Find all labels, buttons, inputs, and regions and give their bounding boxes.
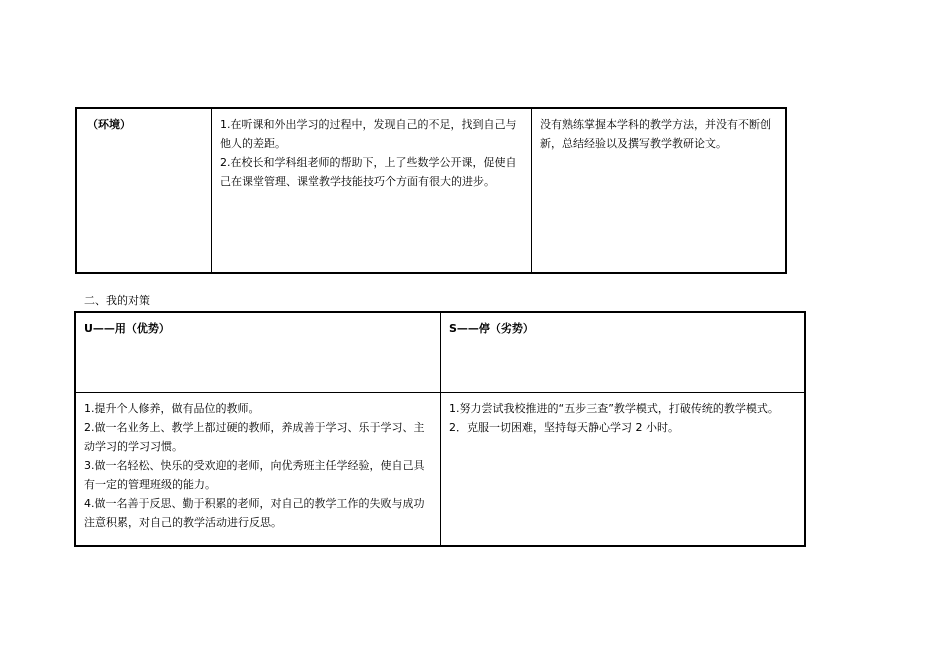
strengths-environment-cell [212,109,532,272]
strategy-header-row [76,313,804,393]
environment-label: （环境） [87,118,131,131]
section-title: 二、我的对策 [84,294,150,307]
advantage-list-cell [76,393,441,545]
advantage-item: 3.做一名轻松、快乐的受欢迎的老师，向优秀班主任学经验，使自己具有一定的管理班级的能力。 [84,459,425,491]
advantage-header-cell [76,313,441,392]
environment-label-cell [77,109,212,272]
environment-table [75,107,787,274]
strategy-table [74,311,806,547]
environment-item: 1.在听课和外出学习的过程中，发现自己的不足，找到自己与他人的差距。 [220,118,517,150]
disadvantage-list-cell [441,393,804,545]
disadvantage-header-cell [441,313,804,392]
disadvantage-item: 1.努力尝试我校推进的“五步三查”教学模式，打破传统的教学模式。 [449,402,779,415]
weakness-text: 没有熟练掌握本学科的教学方法，并没有不断创新，总结经验以及撰写教学教研论文。 [540,118,771,150]
disadvantage-header: S——停（劣势） [449,322,534,335]
advantage-item: 1.提升个人修养，做有品位的教师。 [84,402,260,415]
advantage-item: 2.做一名业务上、教学上都过硬的教师，养成善于学习、乐于学习、主动学习的学习习惯。 [84,421,425,453]
environment-item: 2.在校长和学科组老师的帮助下，上了些数学公开课，促使自己在课堂管理、课堂教学技能技巧个方面有很大的进步。 [220,156,517,188]
strategy-body-row [76,393,804,545]
advantage-item: 4.做一名善于反思、勤于积累的老师，对自己的教学工作的失败与成功注意积累，对自己的教学活动进行反思。 [84,497,425,529]
weakness-environment-cell [532,109,785,272]
advantage-header: U——用（优势） [84,322,170,335]
disadvantage-item: 2．克服一切困难，坚持每天静心学习 2 小时。 [449,421,679,434]
